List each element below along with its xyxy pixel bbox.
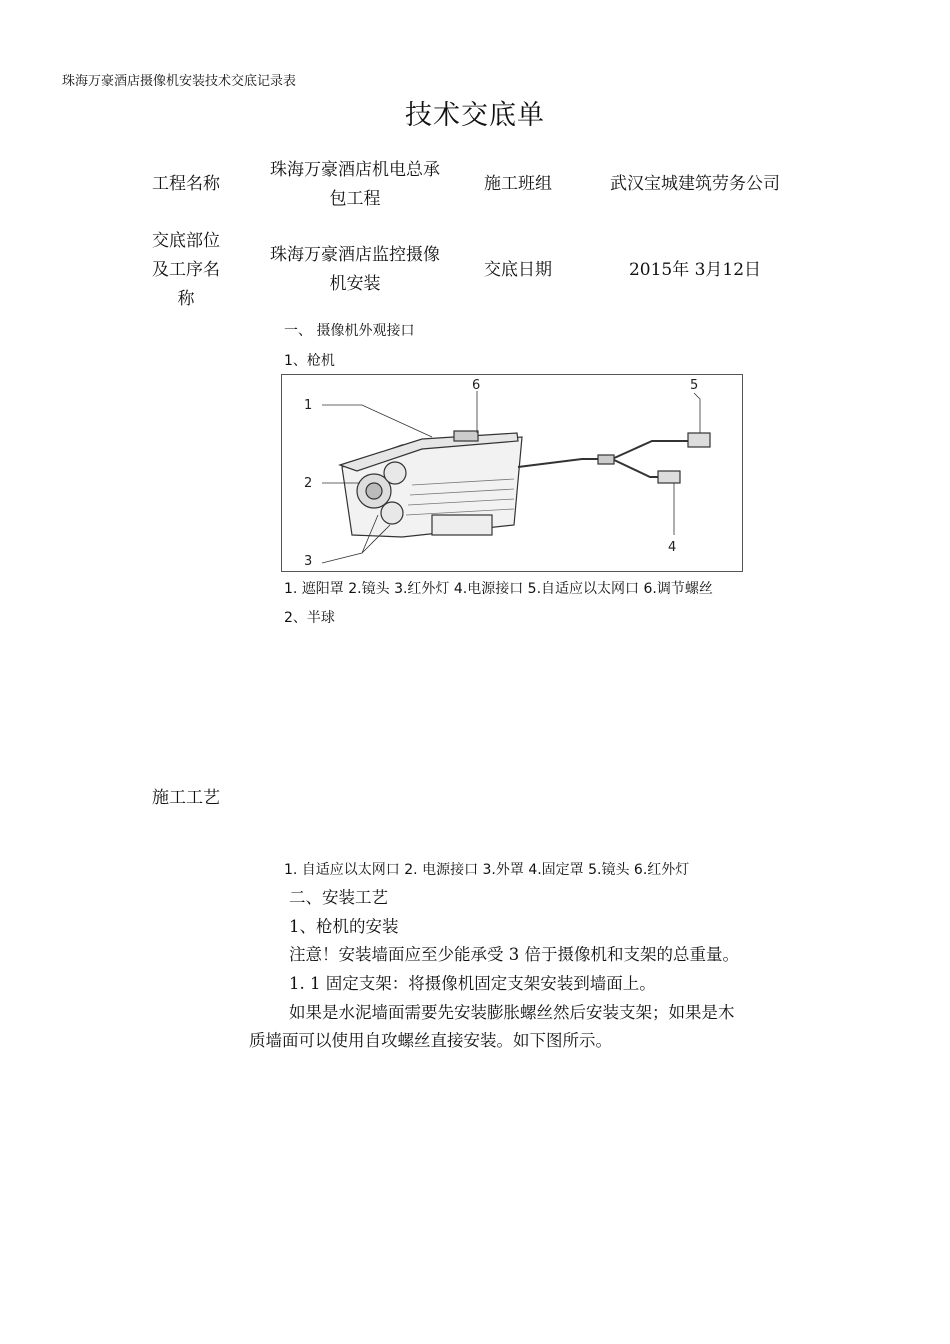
section1-sub1: 1、枪机 [284,353,335,369]
part-label-line3: 称 [177,289,195,309]
diagram-number-5: 5 [690,378,699,393]
adjust-screw [454,431,478,441]
install-note: 注意！安装墙面应至少能承受 3 倍于摄像机和支架的总重量。 [289,945,739,964]
team-label: 施工班组 [484,174,552,194]
bullet-caption: 1. 遮阳罩 2.镜头 3.红外灯 4.电源接口 5.自适应以太网口 6.调节螺丝 [284,581,713,597]
section1-sub2: 2、半球 [284,610,335,626]
diagram-number-2: 2 [304,476,313,491]
install-step: 1. 1 固定支架：将摄像机固定支架安装到墙面上。 [289,974,656,993]
part-value-line2: 机安装 [329,274,381,294]
diagram-number-6: 6 [472,378,481,393]
date-label: 交底日期 [484,260,552,280]
install-paragraph-line2: 质墙面可以使用自攻螺丝直接安装。如下图所示。 [249,1031,612,1050]
part-label [140,227,232,314]
date-value: 2015年 3月12日 [628,260,762,280]
bullet-camera-illustration [282,375,742,571]
process-label: 施工工艺 [152,788,220,808]
part-value-line1: 珠海万豪酒店监控摄像 [270,245,440,265]
ethernet-connector [688,433,710,447]
part-value [250,241,460,299]
section1-heading: 一、 摄像机外观接口 [284,323,415,339]
ir-led-bottom [381,502,403,524]
part-label-line1: 交底部位 [152,231,220,251]
project-name-value [250,156,460,214]
project-name-value-line2: 包工程 [329,189,381,209]
bullet-camera-diagram [281,374,743,572]
power-connector [658,471,680,483]
project-name-value-line1: 珠海万豪酒店机电总承 [270,160,440,180]
part-label-line2: 及工序名 [152,260,220,280]
diagram-number-4: 4 [668,540,677,555]
install-paragraph-line1: 如果是水泥墙面需要先安装膨胀螺丝然后安装支架；如果是木 [289,1003,735,1022]
team-value: 武汉宝城建筑劳务公司 [610,174,780,194]
diagram-number-1: 1 [304,398,313,413]
dome-caption: 1. 自适应以太网口 2. 电源接口 3.外罩 4.固定罩 5.镜头 6.红外灯 [284,862,690,878]
project-name-label: 工程名称 [152,174,220,194]
section2-heading: 二、安装工艺 [289,888,388,907]
diagram-number-3: 3 [304,554,313,569]
page-title: 技术交底单 [405,100,545,131]
ir-led-top [384,462,406,484]
section2-sub1: 1、枪机的安装 [289,917,399,936]
header-note: 珠海万豪酒店摄像机安装技术交底记录表 [62,74,297,89]
